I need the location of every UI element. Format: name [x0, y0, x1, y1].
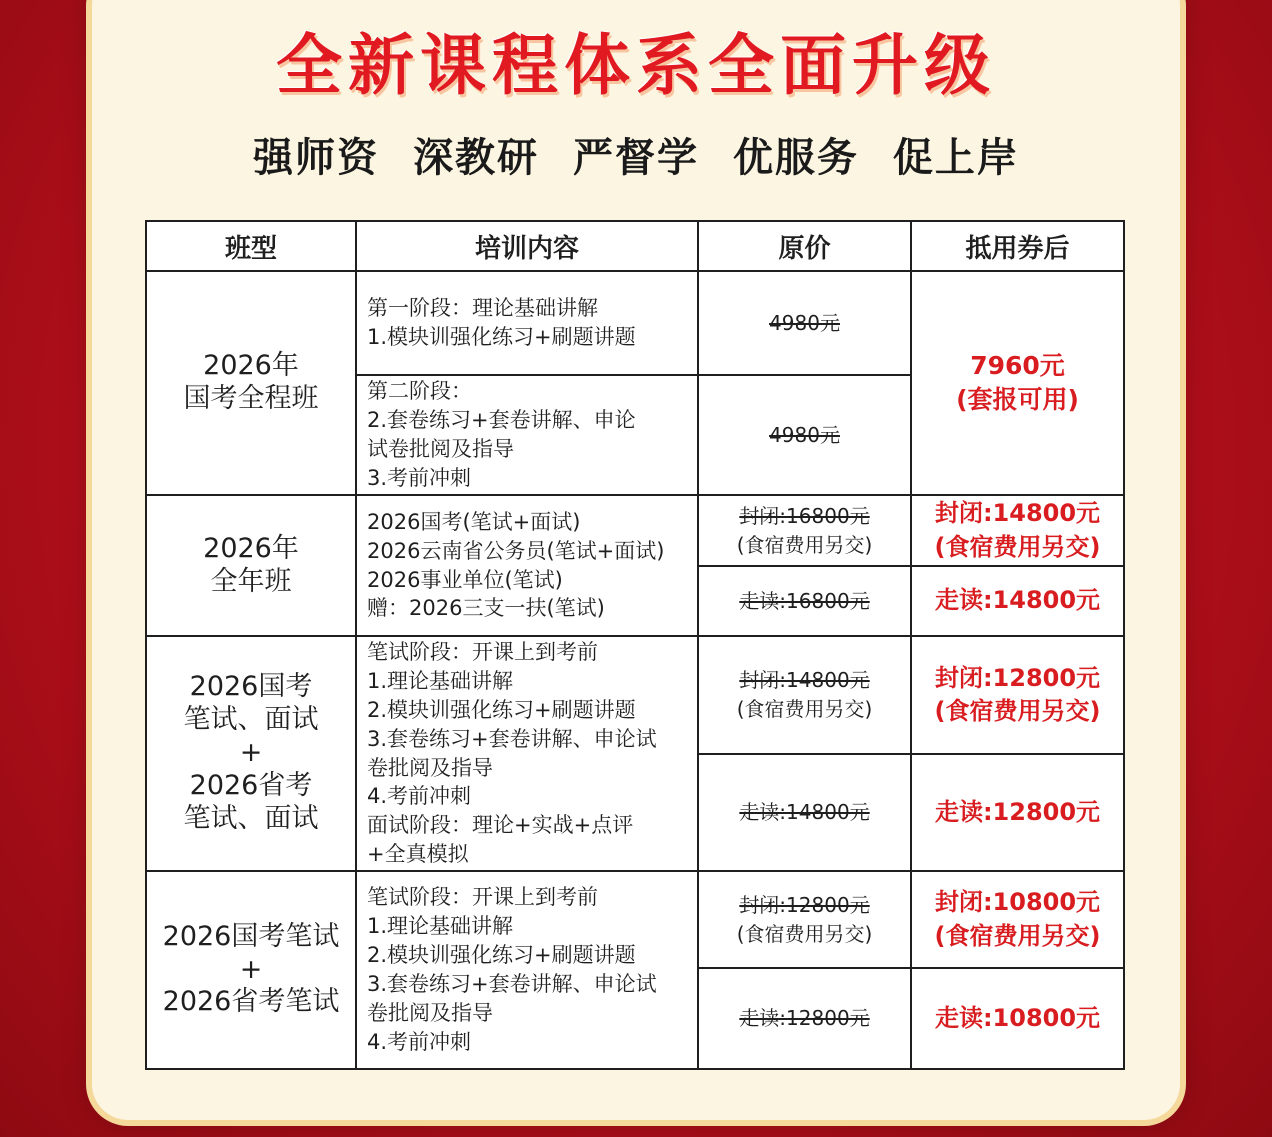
content-line: 面试阶段：理论+实战+点评 [367, 813, 634, 838]
header-original-price: 原价 [698, 221, 911, 271]
original-price-cell [698, 754, 911, 871]
after-coupon-cell [911, 495, 1124, 566]
original-price-cell [698, 636, 911, 754]
class-type-line: 2026省考笔试 [162, 986, 340, 1018]
class-type-line: 笔试、面试 [183, 704, 319, 736]
after-price: 走读:14800元 [934, 586, 1101, 615]
original-price-cell [698, 375, 911, 495]
table-row [146, 636, 1124, 754]
class-type-line: 2026年 [203, 532, 299, 564]
content-cell [356, 495, 698, 636]
table-header-row [146, 221, 1124, 271]
original-price-cell [698, 968, 911, 1069]
original-price: 走读:14800元 [739, 800, 870, 824]
original-price: 4980元 [769, 422, 840, 447]
content-line: 2.套卷练习+套卷讲解、申论 [367, 408, 636, 433]
original-price: 封闭:16800元 [739, 503, 870, 528]
class-type-cell [146, 271, 356, 495]
original-price-cell [698, 871, 911, 968]
after-note: (食宿费用另交) [934, 921, 1101, 950]
content-line: 2026国考(笔试+面试) [367, 509, 581, 534]
content-cell [356, 636, 698, 871]
after-price: 7960元 [970, 350, 1065, 380]
after-note: (套报可用) [956, 385, 1079, 414]
header-after-coupon: 抵用券后 [911, 221, 1124, 271]
class-type-line: 全年班 [210, 565, 292, 597]
content-line: 1.理论基础讲解 [367, 668, 514, 693]
class-type-line: + [239, 953, 263, 985]
content-line: +全真模拟 [367, 842, 469, 867]
content-line: 第二阶段： [367, 379, 472, 404]
class-type-line: 国考全程班 [183, 383, 319, 414]
content-line: 笔试阶段：开课上到考前 [367, 885, 598, 910]
after-coupon-cell [911, 566, 1124, 636]
class-type-line: 笔试、面试 [183, 802, 319, 834]
class-type-cell [146, 636, 356, 871]
original-price: 封闭:12800元 [739, 892, 870, 917]
class-type-cell [146, 495, 356, 636]
class-type-line: 2026省考 [189, 769, 313, 801]
class-type-line: + [239, 737, 263, 769]
after-price: 封闭:12800元 [934, 663, 1101, 692]
header-class-type: 班型 [146, 221, 356, 271]
content-line: 1.理论基础讲解 [367, 914, 514, 939]
content-line: 1.模块训强化练习+刷题讲题 [367, 325, 636, 349]
content-line: 2026云南省公务员(笔试+面试) [367, 538, 665, 563]
class-type-line: 2026国考 [189, 671, 313, 703]
original-price: 走读:16800元 [739, 588, 870, 613]
after-price: 封闭:10800元 [934, 888, 1101, 917]
after-note: (食宿费用另交) [934, 532, 1101, 561]
poster-title: 全新课程体系全面升级 [276, 27, 996, 104]
content-line: 第一阶段：理论基础讲解 [367, 296, 598, 321]
class-type-cell [146, 871, 356, 1069]
content-line: 笔试阶段：开课上到考前 [367, 639, 598, 664]
class-type-line: 2026国考笔试 [162, 920, 340, 952]
content-line: 2026事业单位(笔试) [367, 567, 563, 592]
content-cell [356, 271, 698, 375]
class-type-line: 2026年 [203, 350, 299, 382]
after-coupon-cell [911, 871, 1124, 968]
original-price: 封闭:14800元 [739, 668, 870, 692]
after-coupon-cell [911, 271, 1124, 495]
original-price-cell [698, 566, 911, 636]
table-row [146, 871, 1124, 968]
poster-subtitle [0, 126, 1272, 183]
content-line: 卷批阅及指导 [367, 1000, 493, 1025]
after-price: 封闭:14800元 [934, 499, 1101, 528]
original-price-note: (食宿费用另交) [736, 697, 873, 721]
content-line: 4.考前冲刺 [367, 1029, 472, 1054]
table-row [146, 495, 1124, 566]
after-coupon-cell [911, 754, 1124, 871]
header-content: 培训内容 [356, 221, 698, 271]
original-price: 4980元 [769, 310, 840, 335]
after-price: 走读:12800元 [934, 797, 1101, 826]
content-line: 3.套卷练习+套卷讲解、申论试 [367, 972, 657, 996]
content-line: 3.考前冲刺 [367, 465, 472, 490]
after-coupon-cell [911, 968, 1124, 1069]
table-row [146, 271, 1124, 375]
content-line: 2.模块训强化练习+刷题讲题 [367, 697, 636, 722]
slogan-3: 严督学 [573, 135, 699, 181]
content-line: 试卷批阅及指导 [367, 437, 514, 461]
course-price-table [145, 220, 1125, 1070]
slogan-1: 强师资 [253, 135, 380, 181]
after-coupon-cell [911, 636, 1124, 754]
original-price-cell [698, 495, 911, 566]
content-line: 卷批阅及指导 [367, 755, 493, 780]
content-line: 3.套卷练习+套卷讲解、申论试 [367, 726, 657, 751]
content-cell [356, 871, 698, 1069]
slogan-5: 促上岸 [892, 135, 1019, 181]
content-line: 2.模块训强化练习+刷题讲题 [367, 943, 636, 968]
after-note: (食宿费用另交) [934, 697, 1101, 725]
original-price-note: (食宿费用另交) [736, 532, 873, 557]
original-price-cell [698, 271, 911, 375]
content-line: 赠：2026三支一扶(笔试) [367, 596, 605, 621]
slogan-4: 优服务 [732, 135, 859, 181]
after-price: 走读:10800元 [934, 1003, 1101, 1032]
content-cell [356, 375, 698, 495]
content-line: 4.考前冲刺 [367, 784, 472, 809]
slogan-2: 深教研 [413, 135, 540, 181]
original-price-note: (食宿费用另交) [736, 921, 873, 946]
original-price: 走读:12800元 [739, 1006, 870, 1030]
